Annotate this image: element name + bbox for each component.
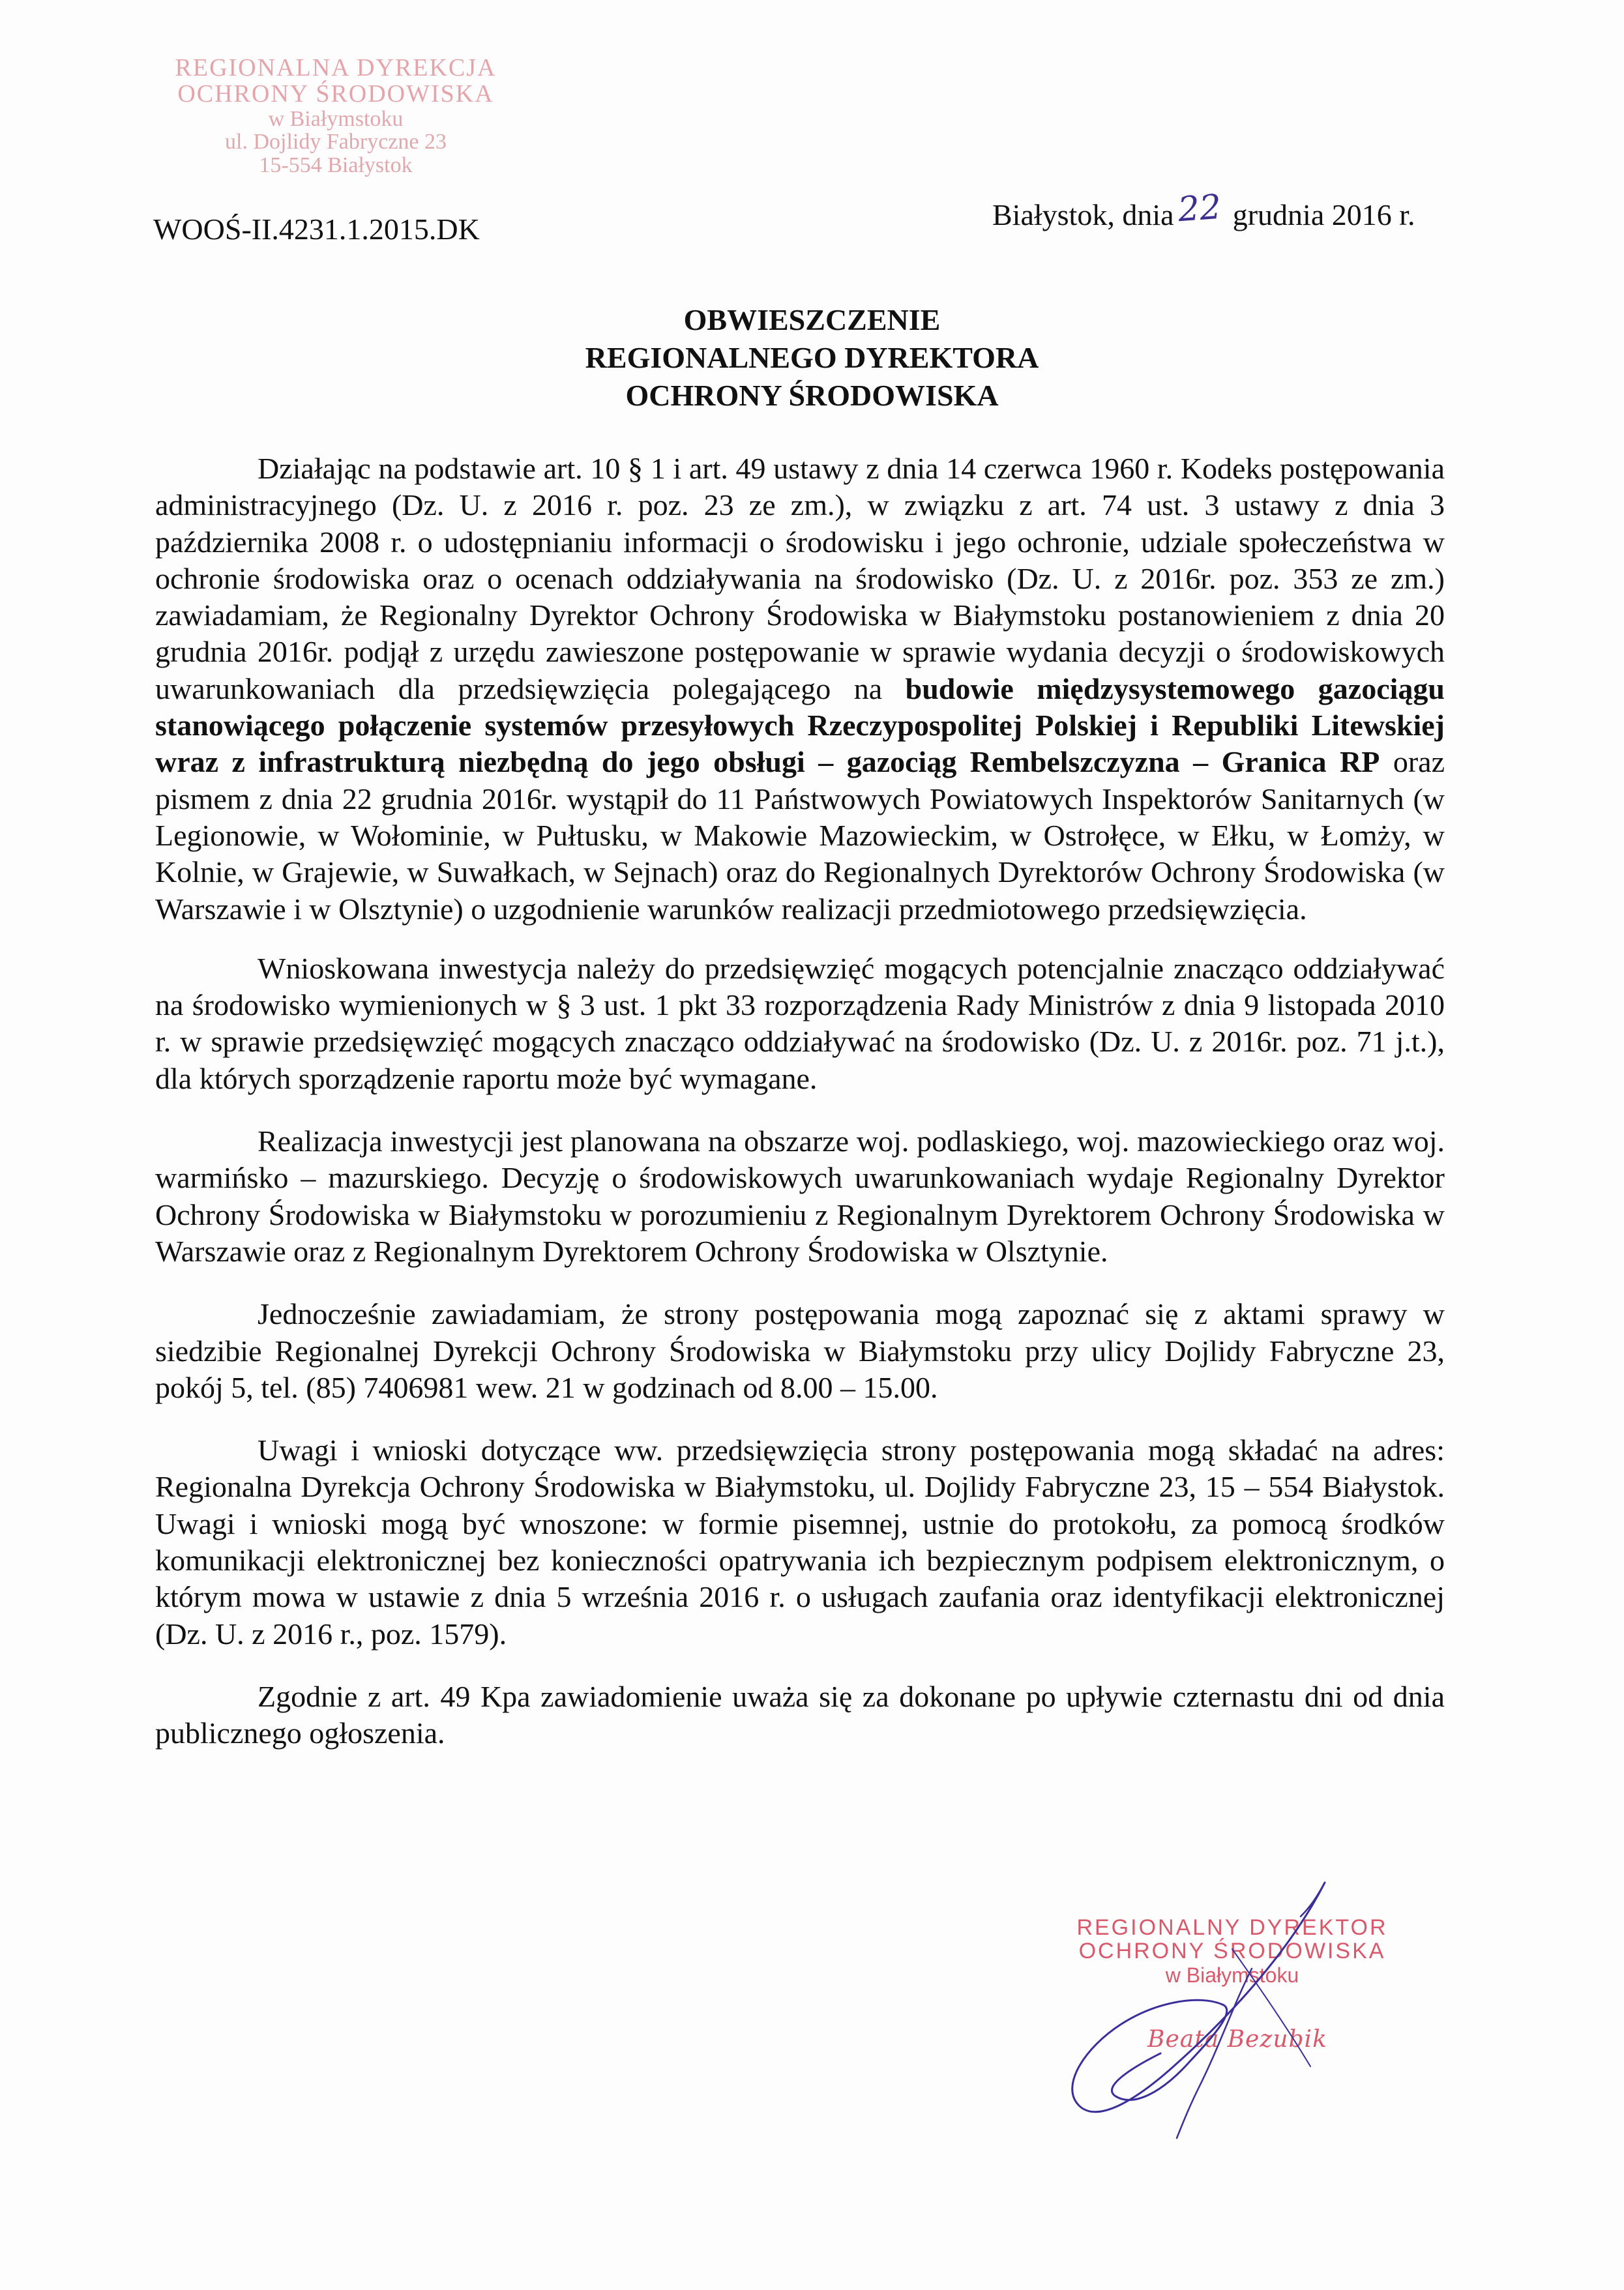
place-date-prefix: Białystok, dnia bbox=[992, 198, 1174, 231]
title-line-1: OBWIESZCZENIE bbox=[683, 303, 941, 336]
paragraph-5: Uwagi i wnioski dotyczące ww. przedsięwzięcia strony postępowania mogą składać na adres: Regionalna Dyrekcja Ochrony Środowiska w Białymstoku, ul. Dojlidy Fabryczne 23, 15 – 554 Białystok. Uwagi i wnioski mogą być wnoszone: w formie pisemnej, ustnie do protokołu, za pomocą środków komunikacji elektronicznej bez konieczności opatrywania ich bezpiecznym podpisem elektronicznym, o którym mowa w ustawie z dnia 5 września 2016 r. o usługach zaufania oraz identyfikacji elektronicznej (Dz. U. z 2016 r., poz. 1579). bbox=[155, 1433, 1445, 1651]
title-line-3: OCHRONY ŚRODOWISKA bbox=[625, 379, 999, 412]
project-name: budowie międzysystemowego gazociągu stanowiącego połączenie systemów przesyłowych Rzeczypospolitej Polskiej i Republiki Litewskiej wraz z infrastrukturą niezbędną do jego obsługi – gazociąg Rembelszczyzna – Granica RP bbox=[155, 671, 1445, 779]
stamp-line-2: OCHRONY ŚRODOWISKA bbox=[177, 80, 494, 108]
title-line-2: REGIONALNEGO DYREKTORA bbox=[585, 341, 1039, 374]
stamp-line-4: ul. Dojlidy Fabryczne 23 bbox=[225, 130, 447, 154]
signature-stamp-line-3: w Białymstoku bbox=[1165, 1963, 1299, 1987]
case-number: WOOŚ-II.4231.1.2015.DK bbox=[153, 213, 480, 246]
signature-stamp-line-2: OCHRONY ŚRODOWISKA bbox=[1078, 1939, 1386, 1963]
paragraph-3: Realizacja inwestycji jest planowana na obszarze woj. podlaskiego, woj. mazowieckiego oraz woj. warmińsko – mazurskiego. Decyzję o środowiskowych uwarunkowaniach wydaje Regionalny Dyrektor Ochrony Środowiska w Białymstoku w porozumieniu z Regionalnym Dyrektorem Ochrony Środowiska w Warszawie oraz z Regionalnym Dyrektorem Ochrony Środowiska w Olsztynie. bbox=[155, 1124, 1445, 1268]
paragraph-6: Zgodnie z art. 49 Kpa zawiadomienie uważa się za dokonane po upływie czternastu dni od dnia publicznego ogłoszenia. bbox=[155, 1679, 1445, 1750]
handwritten-signature bbox=[926, 1871, 1395, 2151]
paragraph-2: Wnioskowana inwestycja należy do przedsięwzięć mogących potencjalnie znacząco oddziaływać na środowisko wymienionych w § 3 ust. 1 pkt 33 rozporządzenia Rady Ministrów z dnia 9 listopada 2010 r. w sprawie przedsięwzięć mogących znacząco oddziaływać na środowisko (Dz. U. z 2016r. poz. 71 j.t.), dla których sporządzenie raportu może być wymagane. bbox=[155, 951, 1445, 1095]
paragraph-1-end: oraz pismem z dnia 22 grudnia 2016r. wystąpił do 11 Państwowych Powiatowych Inspektorów Sanitarnych (w Legionowie, w Wołominie, w Pułtusku, w Makowie Mazowieckim, w Ostrołęce, w Ełku, w Łomży, w Kolnie, w Grajewie, w Suwałkach, w Sejnach) oraz do Regionalnych Dyrektorów Ochrony Środowiska (w Warszawie i w Olsztynie) o uzgodnienie warunków realizacji przedmiotowego przedsięwzięcia. bbox=[155, 745, 1445, 926]
document-body bbox=[155, 450, 1445, 1775]
stamp-line-1: REGIONALNA DYREKCJA bbox=[175, 54, 497, 81]
stamp-line-5: 15-554 Białystok bbox=[259, 153, 413, 178]
office-header-stamp bbox=[153, 55, 518, 177]
handwritten-day: 22 bbox=[1176, 187, 1222, 230]
place-date-suffix: grudnia 2016 r. bbox=[1232, 198, 1415, 231]
document-title bbox=[0, 301, 1624, 415]
paragraph-4: Jednocześnie zawiadamiam, że strony postępowania mogą zapoznać się z aktami sprawy w siedzibie Regionalnej Dyrekcji Ochrony Środowiska w Białymstoku przy ulicy Dojlidy Fabryczne 23, pokój 5, tel. (85) 7406981 wew. 21 w godzinach od 8.00 – 15.00. bbox=[155, 1297, 1445, 1404]
stamp-line-3: w Białymstoku bbox=[268, 106, 404, 131]
paragraph-1 bbox=[155, 450, 1445, 928]
signature-stamp-line-1: REGIONALNY DYREKTOR bbox=[1076, 1915, 1388, 1940]
place-and-date bbox=[992, 187, 1415, 233]
signatory-name: Beata Bezubik bbox=[1147, 2026, 1327, 2053]
paragraph-1-start: Działając na podstawie art. 10 § 1 i art. 49 ustawy z dnia 14 czerwca 1960 r. Kodeks postępowania administracyjnego (Dz. U. z 2016 r. poz. 23 ze zm.), w związku z art. 74 ust. 3 ustawy z dnia 3 października 2008 r. o udostępnianiu informacji o środowisku i jego ochronie, udziale społeczeństwa w ochronie środowiska oraz o ocenach oddziaływania na środowisko (Dz. U. z 2016r. poz. 353 ze zm.) zawiadamiam, że Regionalny Dyrektor Ochrony Środowiska w Białymstoku postanowieniem z dnia 20 grudnia 2016r. podjął z urzędu zawieszone postępowanie w sprawie wydania decyzji o środowiskowych uwarunkowaniach dla przedsięwzięcia polegającego na bbox=[155, 452, 1445, 705]
